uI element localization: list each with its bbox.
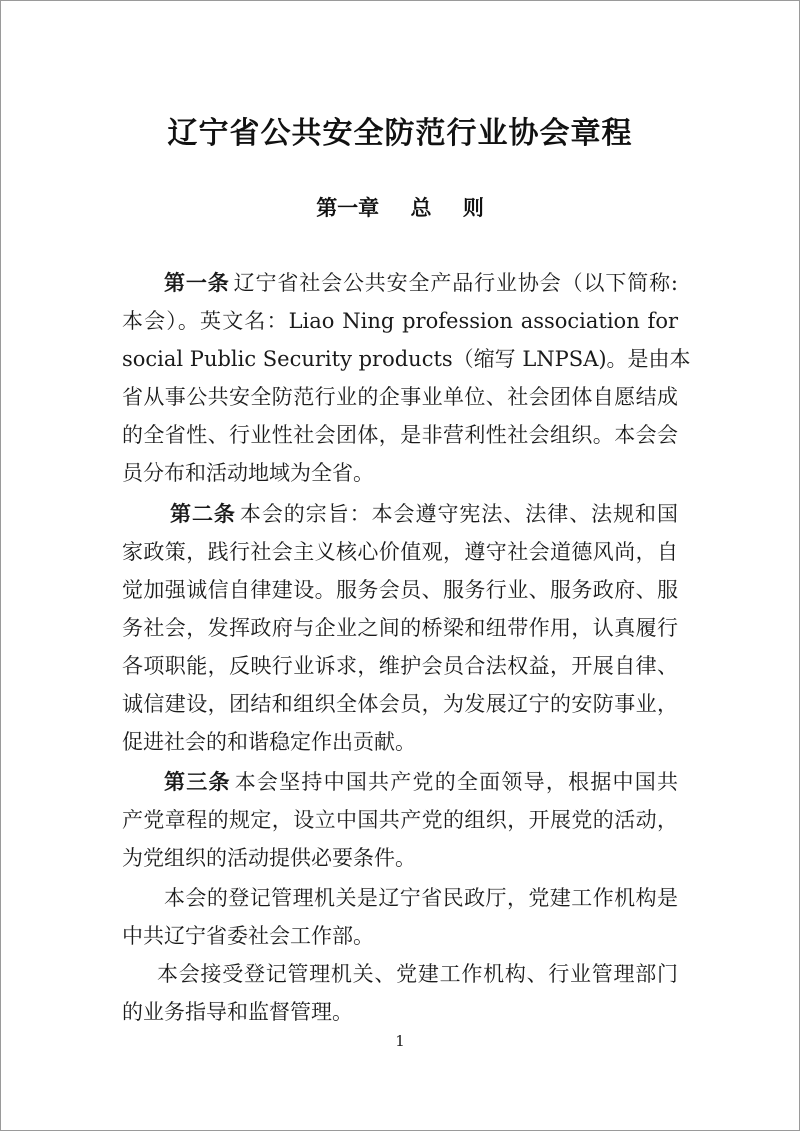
article-3-line: 产党章程的规定，设立中国共产党的组织，开展党的活动， <box>122 808 678 832</box>
article-label: 第三条 <box>164 770 231 794</box>
article-label: 第一条 <box>164 271 230 295</box>
page-number: 1 <box>395 1032 405 1050</box>
article-3-line: 第三条 本会坚持中国共产党的全面领导，根据中国共 <box>164 770 679 794</box>
article-1-line: 的全省性、行业性社会团体，是非营利性社会组织。本会会 <box>122 423 678 447</box>
article-1-line: 第一条 辽宁省社会公共安全产品行业协会（以下简称: <box>164 271 679 295</box>
article-1-line: social Public Security products（缩写 LNPSA)。是由本 <box>122 347 691 371</box>
paragraph-line: 的业务指导和监督管理。 <box>122 1000 353 1024</box>
chapter-heading <box>0 192 800 222</box>
article-2-line: 促进社会的和谐稳定作出贡献。 <box>122 730 416 754</box>
article-2-line: 家政策，践行社会主义核心价值观，遵守社会道德风尚，自 <box>122 540 678 564</box>
paragraph-line: 中共辽宁省委社会工作部。 <box>122 924 374 948</box>
article-2-line: 各项职能，反映行业诉求，维护会员合法权益，开展自律、 <box>122 654 678 678</box>
chapter-number: 第一章 <box>316 195 380 220</box>
article-2-line: 务社会，发挥政府与企业之间的桥梁和纽带作用，认真履行 <box>122 616 678 640</box>
document-title: 辽宁省公共安全防范行业协会章程 <box>167 116 633 151</box>
article-label: 第二条 <box>170 502 236 526</box>
article-3-line: 为党组织的活动提供必要条件。 <box>122 846 416 870</box>
article-2-line: 觉加强诚信自律建设。服务会员、服务行业、服务政府、服 <box>122 578 678 602</box>
article-1-line: 员分布和活动地域为全省。 <box>122 461 374 485</box>
chapter-word-2: 则 <box>462 195 484 220</box>
article-1-line: 省从事公共安全防范行业的企事业单位、社会团体自愿结成 <box>122 385 678 409</box>
article-2-line: 第二条 本会的宗旨：本会遵守宪法、法律、法规和国 <box>170 502 679 526</box>
paragraph-line: 本会的登记管理机关是辽宁省民政厅，党建工作机构是 <box>164 886 678 910</box>
paragraph-line: 本会接受登记管理机关、党建工作机构、行业管理部门 <box>157 962 678 986</box>
chapter-word-1: 总 <box>410 195 432 220</box>
article-1-line: 本会）。英文名：Liao Ning profession association for <box>122 309 678 333</box>
article-2-line: 诚信建设，团结和组织全体会员，为发展辽宁的安防事业， <box>122 692 678 716</box>
